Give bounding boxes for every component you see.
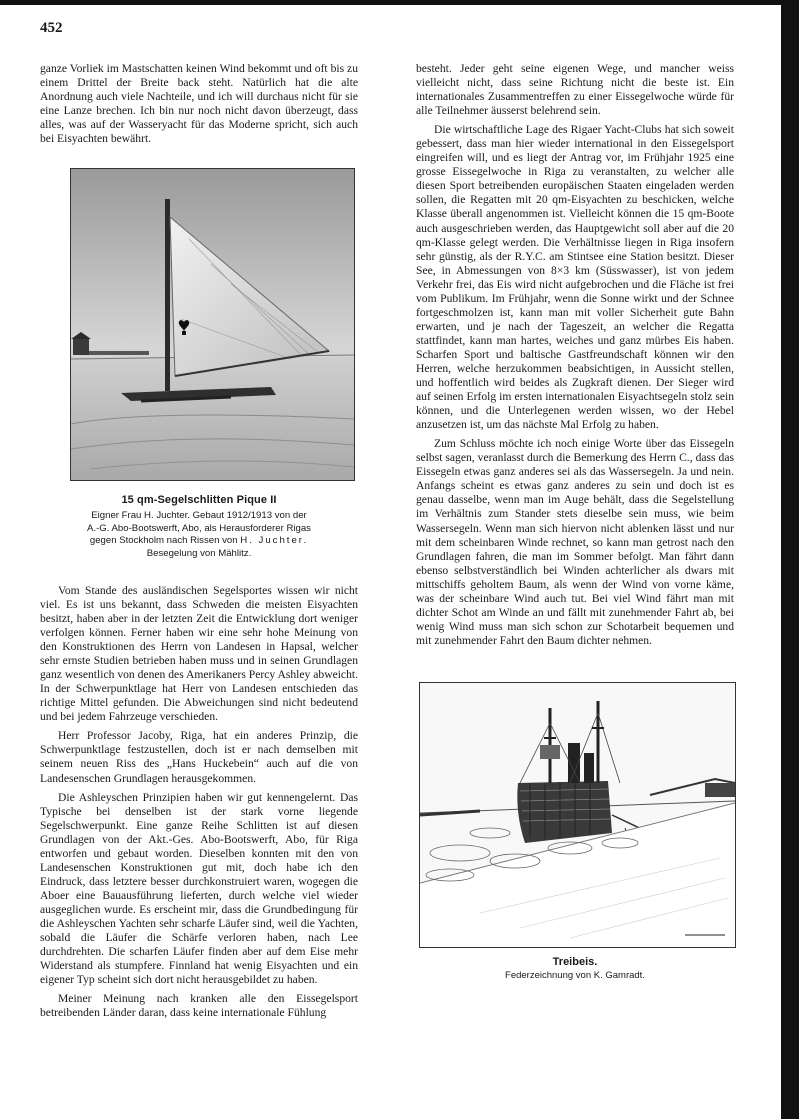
figure-ice-yacht [40,168,358,560]
paragraph: Meiner Meinung nach kranken alle den Eissegelsport betreibenden Länder daran, dass keine internationale Fühlung [40,992,358,1020]
figure-caption: Federzeichnung von K. Gamradt. [505,969,645,981]
ice-yacht-photo [70,168,355,481]
figure-title: Treibeis. [552,955,598,968]
paragraph: Herr Professor Jacoby, Riga, hat ein anderes Prinzip, die Schwerpunktlage festzustellen, doch ist er nach demselben mit seinem neuen Riss des „Hans Huckebein“ auch auf die von Landesenschen Grundlagen herausgekommen. [40,729,358,785]
paragraph: ganze Vorliek im Mastschatten keinen Wind bekommt und oft bis zu einem Drittel der Breite back steht. Natürlich hat die alte Anordnung auch viele Nachteile, und ich will durchaus nicht für sie eine Lanze brechen. Ich bin nur noch nicht davon überzeugt, dass alles, was auf der Wasseryacht für das Moderne spricht, sich auch bei Eisyachten bewährt. [40,62,358,146]
figure-title: 15 qm-Segelschlitten Pique II [121,494,277,507]
caption-line: A.-G. Abo-Bootswerft, Abo, als Herausforderer Rigas [87,522,311,534]
caption-line: Besegelung von Mählitz. [146,547,252,559]
left-column [40,62,358,1020]
paragraph: Zum Schluss möchte ich noch einige Worte über das Eissegeln selbst sagen, veranlasst durch die Bemerkung des Herrn C., dass das Eissegeln etwas ganz anderes sei als das Wassersegeln. Ja und nein. Anfangs scheint es etwas ganz anderes zu sein und doch ist es genau dasselbe, wenn man im Auge behält, dass die Segelstellung im Verhältnis zum Stander stets dieselbe sein muss, wie beim Wassersegeln. Wenn man sich hiervon nicht ablenken lässt und nur mit dem scheinbaren Winde rechnet, so kann man getrost nach den Grundlagen fahren, die man im Sommer befolgt. Man fährt dann ebenso selbstverständlich bei Winden achterlicher als dwars mit mittschiffs geholtem Baum, als wenn der Wind von vorne käme, was der scheinbare Wind auch tut. Bei viel Wind fährt man mit dichter Schot am Winde an und fällt mit zunehmender Fahrt ab, bei wenig Wind muss man sich schon zur Schotarbeit bequemen und mit zunehmender Fahrt den Baum dichter nehmen. [416,437,734,647]
caption-designer-name: H. Juchter. [240,535,309,547]
drift-ice-drawing [419,682,736,948]
paragraph: besteht. Jeder geht seine eigenen Wege, und mancher weiss vielleicht nicht, dass seine Richtung nicht die beste ist. Ein internationales Zusammentreffen zu einer Eissegelwoche würde für alle Teilnehmer äusserst belehrend sein. [416,62,734,118]
scan-edge-top [0,0,799,5]
paragraph: Die wirtschaftliche Lage des Rigaer Yacht-Clubs hat sich soweit gebessert, dass man hier wieder international in den Eissegelsport eingreifen will, und es liegt der Antrag vor, im Frühjahr 1925 eine grosse Eissegelwoche in Riga zu veranstalten, zu welcher alle diesen Sport betreibenden europäischen Staaten eingeladen werden sollen, die Regatten mit 20 qm-Eisyachten zu beschicken, welche Klasse überall angenommen ist. Vielleicht können die 15 qm-Boote auch ausgeschrieben werden, das Hauptgewicht soll aber auf die 20 qm-Klasse gelegt werden. Die Verhältnisse liegen in Riga insofern sehr günstig, als der R.Y.C. am Stintsee eine Station besitzt. Dieser See, in Abmessungen von 8×3 km (Süsswasser), ist von jedem Verkehr frei, das Eis wird nicht aufgebrochen und die Fläche ist frei vom Publikum. Im Frühjahr, wenn die Sonne wirkt und der Schnee fortgeschmolzen ist, kann man mit voller Sicherheit gute Bahn erwarten, und je nach der Tageszeit, an welcher die Regatta stattfindet, kann man hartes, weiches und ganz mürbes Eis haben. Scharfen Sport und baltische Gastfreundschaft können wir den Herren, welche herzukommen beabsichtigen, in Aussicht stellen, und hoffentlich wird beides als Zugkraft dienen. Der Sieger wird auf seinen Erfolg im ersten internationalen Eisyachtsegeln stolz sein können, und die Unterlegenen werden wissen, wo der Hebel anzusetzen ist, um das nächste Mal Erfolg zu haben. [416,123,734,432]
scan-edge-right [781,0,799,1119]
caption-line: Eigner Frau H. Juchter. Gebaut 1912/1913 von der [91,510,307,522]
page-number: 452 [40,20,63,36]
caption-line-text: gegen Stockholm nach Rissen von [89,535,238,547]
caption-line [50,535,348,547]
right-column [416,62,734,981]
figure-caption [40,510,358,560]
figure-drift-ice [416,682,734,981]
paragraph: Vom Stande des ausländischen Segelsportes wissen wir nicht viel. Es ist uns bekannt, dass Schweden die meisten Eisyachten besitzt, haben aber in der letzten Zeit die Entwicklung dort weniger verfolgen können. Ferner haben wir eine sehr hohe Meinung von den Konstruktionen des Herrn von Landesen in Hapsal, welcher sehr ernste Studien betrieben haben muss und in seinen Grundlagen ganz wesentlich von denen des Amerikaners Percy Ashley abweicht. In der Schwerpunktlage hat Herr von Landesen entschieden das richtige Mittel gefunden. Die Abweichungen sind nicht bedeutend und bei jedem Fahrzeuge verschieden. [40,583,358,724]
paragraph: Die Ashleyschen Prinzipien haben wir gut kennengelernt. Das Typische bei denselben ist der stark vorne liegende Segelschwerpunkt. Eine ganze Reihe Schlitten ist auf diesen Grundlagen von der Akt.-Ges. Abo-Bootswerft, Abo, für Riga entworfen und gebaut worden. Dieselben konnten mit den von Landesenschen Konstruktionen gut mit, doch habe ich den Eindruck, dass letztere besser durchkonstruiert waren, wogegen die Aboer eine Bauausführung lieferten, durch welche viel wieder ausgeglichen wurde. Es erscheint mir, dass die Grundbedingung für die Ashleyschen Yachten sehr scharfe Läufer sind, weil die Yachten, sobald die Läufer die Schärfe verloren haben, nach Lee durchdrehten. Die scharfen Läufer finden aber auf dem Eise mehr Widerstand als stumpfere. Finnland hat wenig Eisyachten und ein eigener Typ scheint sich dort nicht herausgebildet zu haben. [40,790,358,987]
